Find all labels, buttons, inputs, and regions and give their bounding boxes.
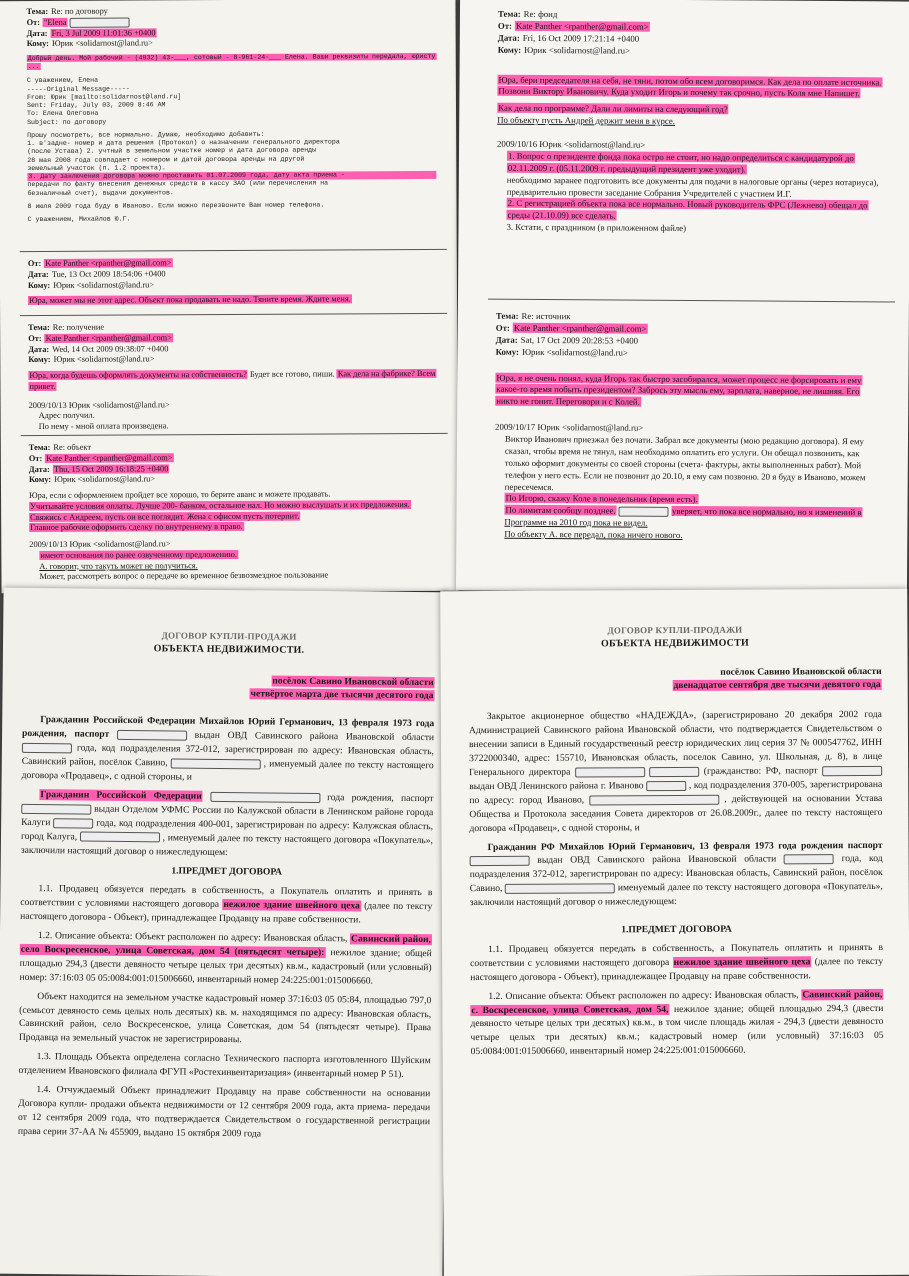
to-label: Кому: — [28, 475, 52, 485]
body-text: Будет все готово, пиши. — [247, 369, 337, 379]
email-block-obekt — [29, 441, 439, 583]
email-date: Fri, 16 Oct 2009 17:21:14 +0400 — [522, 32, 640, 44]
email-subject: Re: получение — [52, 322, 105, 332]
email-to: Юрик <solidarnost@land.ru> — [51, 38, 153, 49]
body-text: Юра, если с оформлением пройдет все хорошо, то берите аванс и можете продавать. — [29, 489, 331, 501]
clause-text: нежилое здание; общей площадью 294,3 (двести девяносто четыре целых три десятых) кв.м., кадастровый (или условный) номер: 37:16:03 05 05:0084:001:015006660, инвентарный номер 24:225:001:015006660. — [19, 947, 432, 987]
email-block-istochnik — [494, 311, 883, 544]
email-body: Как дела по программе? Дали ли лимиты на следующий год? — [498, 102, 728, 115]
contract-page-2010 — [0, 588, 450, 1276]
email-to: Юрик <solidarnost@land.ru> — [53, 354, 155, 365]
email-body — [28, 369, 437, 393]
body-line: 28 мая 2008 года совпадает с номером и датой договора аренды на другой — [27, 155, 305, 164]
contract-date: четвёртое марта две тысячи десятого года — [250, 688, 434, 702]
party-text: , действующей на основании Устава Общества и Протокола заседания Совета директоров от 26.08.2009г., далее по тексту настоящего договора «Продавец», с одной стороны, и — [469, 792, 883, 834]
body-line: передачи по факту внесения денежных средств в кассу ЗАО (или перечисления на — [27, 179, 329, 189]
to-label: Кому: — [27, 280, 51, 290]
email-body — [29, 489, 438, 534]
party-text: года, код подразделения 372-012, зарегистрирован по адресу: Ивановская область, Савинский район, посёлок Савино, — [21, 742, 434, 769]
party-text: Гражданин Российской Федерации Михайлов Юрий Германович, 13 февраля 1973 года рождения, паспорт — [22, 714, 435, 741]
body-line: Sent: Friday, July 03, 2009 8:46 AM — [26, 101, 166, 110]
contract-heading: ДОГОВОР КУПЛИ-ПРОДАЖИ — [607, 624, 743, 636]
party-seller — [469, 708, 883, 835]
body-line: С уважением, Михайлов Ю.Г. — [27, 215, 131, 224]
email-body: Юра, может мы не этот адрес. Объект пока продавать не надо. Тяните время. Ждите меня. — [28, 294, 351, 306]
subject-label: Тема: — [28, 322, 50, 333]
body-line: земельный участок (п. 1.2 проекта). — [27, 164, 166, 172]
party-text: , именуемый далее по тексту настоящего договора «Продавец», с одной стороны, и — [21, 758, 434, 783]
from-label: От: — [26, 17, 41, 27]
body-line: С уважением, Елена — [26, 77, 99, 85]
quote-line: 1. Вопрос о президенте фонда пока остро не стоит, но надо определиться с кандидатурой до 02.11.2009 г. (05.11.2009 г. предыдущий президент уже уходит). — [507, 150, 854, 175]
clause-text: 1.1. Продавец обязуется передать в собственность, а Покупатель оплатить и принять в соответствии с условиями настоящего договора — [20, 883, 433, 911]
email-block-po-dogovoru — [26, 5, 436, 224]
clause-highlight: нежилое здание швейного цеха — [223, 899, 360, 912]
divider — [488, 299, 895, 303]
party-text: Гражданин Российской Федерации — [40, 788, 202, 802]
email-from: Kate Panther <rpanther@gmail.com> — [45, 258, 172, 268]
clause-1-1 — [470, 941, 883, 985]
email-block-kate-1 — [28, 257, 437, 307]
email-date: Tue, 13 Oct 2009 18:54:06 +0400 — [51, 269, 166, 279]
quote-line: По лимитам сообщу позднее. — [505, 505, 616, 516]
clause-1-1 — [20, 882, 432, 928]
clause-land: Объект находится на земельном участке кадастровый номер 37:16:03 05 05:84, площадью 797,0 (семьсот девяносто семь целых ноль десятых) кв. м. находящимся по адресу: Ивановская область, Савинский район, село Воскресенское, улица Советская, дом 54 (пятьдесят четыре). Права Продавца на земельный участок не зарегистрированы. — [18, 990, 432, 1046]
body-line: Subject: по договору — [27, 118, 107, 126]
redacted-box — [80, 832, 160, 843]
clause-1-3: 1.3. Площадь Объекта определена согласно Технического паспорта изготовленного Шуйским отделением Ивановского филиала ФГУП «Ростехинвентаризация» (инвентарный номер Р 51). — [18, 1051, 431, 1081]
party-text: выдан ОВД Савинского района Ивановской области — [194, 729, 435, 744]
party-text: именуемый далее по тексту настоящего договора «Покупатель», заключили настоящий договор о нижеследующем: — [469, 881, 883, 909]
email-date: Wed, 14 Oct 2009 09:38:07 +0400 — [52, 343, 169, 354]
quote-line: А. говорит, что такуть может не получиться. — [39, 560, 198, 571]
clause-text: (далее по тексту настоящего договора - Объект), принадлежащее Продавцу на праве собственности. — [470, 955, 884, 983]
clause-highlight: нежилое здание швейного цеха — [673, 956, 811, 968]
email-printout-right — [456, 0, 909, 594]
date-label: Дата: — [495, 334, 518, 345]
body-line: -----Original Message----- — [26, 85, 130, 93]
email-printout-left — [0, 0, 459, 593]
clause-1-2 — [470, 988, 883, 1060]
quote-line: По Игорю, скажу Коле в понедельник (время есть). — [505, 493, 698, 505]
quote-header: 2009/10/16 Юрик <solidarnost@land.ru> — [497, 138, 646, 150]
email-block-poluchenie — [28, 321, 438, 433]
divider — [20, 313, 447, 316]
clause-text: 1.2. Описание объекта: Объект расположен по адресу: Ивановская область, — [37, 930, 348, 945]
email-to: Юрик <solidarnost@land.ru> — [53, 279, 155, 290]
body-highlight: Как дела на фабрике? Всем привет. — [29, 368, 436, 391]
subject-label: Тема: — [495, 310, 519, 321]
contract-page-2009 — [440, 589, 909, 1276]
date-label: Дата: — [28, 464, 50, 474]
clause-1-2 — [19, 929, 432, 989]
email-from: Kate Panther <rpanther@gmail.com> — [515, 20, 649, 32]
email-date: Thu, 15 Oct 2009 16:18:25 +0400 — [53, 463, 169, 474]
from-label: От: — [28, 333, 42, 343]
redacted-box — [171, 758, 261, 769]
quote-header: 2009/10/17 Юрик <solidarnost@land.ru> — [495, 421, 644, 433]
from-label: От: — [497, 20, 513, 31]
email-body: По объекту пусть Андрей держит меня в курсе. — [497, 114, 676, 127]
quote-line: 3. Кстати, с праздником (в приложенном файле) — [506, 221, 687, 234]
body-line: From: Юрик [mailto:solidarnost@land.ru] — [26, 93, 182, 101]
clause-highlight: Савинский район, село Воскресенское, улица Советская, дом 54 (пятьдесят четыре): — [20, 933, 432, 959]
party-seller — [22, 713, 435, 787]
party-text: года рождения, паспорт — [327, 791, 434, 805]
to-label: Кому: — [495, 346, 520, 357]
party-buyer — [470, 838, 883, 910]
contract-subheading: ОБЪЕКТА НЕДВИЖИМОСТИ. — [153, 643, 305, 656]
from-label: От: — [495, 322, 510, 333]
subject-label: Тема: — [28, 442, 51, 453]
party-text: выдан ОВД Савинского района Ивановской области — [537, 853, 777, 867]
contract-date: двенадцатое сентября две тысячи девятого года — [673, 679, 881, 692]
to-label: Кому: — [28, 355, 51, 365]
body-highlight: Учитывайте условия оплаты. Лучше 200- банком, остальное нал. Но можно выслушать и их предложения. Свяжись с Андреем, пусть он все поглядит. Жена с офисом пусть потерпит. — [30, 499, 410, 522]
quote-line: По объекту А. все передал, пока ничего нового. — [504, 528, 683, 540]
quote-line: имеют основания по ранее озвученному предложению. — [40, 549, 237, 560]
email-from: "Elena — [43, 17, 67, 27]
party-text: года, код подразделения 372-012, зарегистрирован по адресу: Ивановская область, Савинский район, посёлок Савино, — [469, 853, 883, 895]
quote-line: Может, рассмотреть вопрос о передаче во временное безвозмездное пользование — [39, 570, 329, 582]
date-label: Дата: — [28, 344, 50, 354]
redacted-box — [505, 883, 615, 894]
party-text: выдан ОВД Ленинского района г. Иваново — [469, 780, 644, 792]
date-label: Дата: — [27, 269, 49, 279]
party-text: (гражданство: РФ, паспорт — [703, 765, 818, 777]
body-line: 3. Дату заключения договора можно проставить 01.07.2009 года, дату акта приема - — [27, 171, 436, 181]
party-text: , код подразделения 370-005, зарегистрирована по адресу: город Иваново, — [469, 778, 883, 806]
redacted-box — [646, 781, 686, 791]
contract-body — [468, 623, 883, 1059]
email-to: Юрик <solidarnost@land.ru> — [54, 474, 156, 485]
redacted-box — [784, 854, 834, 864]
redacted-box — [619, 507, 669, 517]
to-label: Кому: — [26, 39, 49, 49]
redacted-box — [22, 743, 72, 754]
section-title: 1.ПРЕДМЕТ ДОГОВОРА — [171, 865, 282, 879]
redacted-box — [70, 17, 130, 27]
redacted-box — [649, 767, 699, 777]
section-title: 1.ПРЕДМЕТ ДОГОВОРА — [621, 923, 732, 936]
date-label: Дата: — [497, 32, 520, 43]
divider — [21, 433, 448, 436]
email-from: Kate Panther <rpanther@gmail.com> — [513, 322, 647, 334]
email-from: Kate Panther <rpanther@gmail.com> — [46, 453, 173, 463]
contract-body — [18, 628, 435, 1143]
quote-line: необходимо заранее подготовить все документы для подачи в налоговые органы (через нотариуса), предварительно провести заседание Собрания Учредителей с участием И.Г. — [506, 174, 879, 199]
clause-text: 1.2. Описание объекта: Объект расположен по адресу: Ивановская область, — [488, 989, 799, 1002]
body-line: 8 июля 2009 года буду в Иваново. Если можно перезвоните Вам номер телефона. — [27, 201, 325, 210]
subject-label: Тема: — [497, 8, 521, 19]
quote-line: Виктор Иванович приезжал без почати. Забрал все документы (мою редакцию договора). Я ему сказал, чтобы время не тянул, нам необходимо оплатить его услуги. Он обещал позвонить, как только оформит документы со своей стороны (счета- фактуры, акты выполненных работ). Мой телефон у него есть. Если не позвонит до 20.10, я ему сам позвоню. 20 я буду в Иваново, можем пересечемся. — [504, 433, 866, 492]
redacted-box — [21, 803, 91, 814]
email-date: Fri, 3 Jul 2009 11:01:36 +0400 — [51, 27, 156, 38]
party-text: Закрытое акционерное общество «НАДЕЖДА», (зарегистрировано 20 декабря 2002 года Администрацией Савинского района Ивановской области, что подтверждается Свидетельством о внесении записи в Единый государственный реестр юридических лиц серия 37 № 000547762, ИНН 3722000340, адрес: 155710, Ивановская область, поселок Савино, ул. Школьная, д. 8), в лице Генерального директора — [468, 709, 883, 779]
body-line: Прошу посмотреть, все нормально. Думаю, необходимо добавить: — [27, 130, 265, 139]
body-highlight: Юра, когда будешь оформлять документы на собственность? — [29, 369, 247, 381]
clause-text: (далее по тексту настоящего договора - Объект), принадлежащее Продавцу на праве собственности. — [20, 900, 433, 926]
date-label: Дата: — [26, 28, 48, 38]
email-subject: Re: источник — [521, 310, 571, 322]
contract-place: посёлок Савино Ивановской области — [272, 675, 434, 688]
email-subject: Re: фонд — [523, 8, 558, 20]
body-line: 1. в'задне- номер и дата решения (Протокол) о назначении генерального директора — [27, 138, 340, 148]
email-block-fond — [496, 9, 885, 237]
email-to: Юрик <solidarnost@land.ru> — [521, 346, 628, 358]
body-line: (после Устава) 2. учтный в земельном участке номер и дата договора аренды — [27, 146, 317, 156]
party-text: выдан Отделом УФМС России по Калужской области в Ленинском районе города Калуги — [21, 803, 434, 828]
email-subject: Re: по договору — [51, 6, 108, 16]
quote-header: 2009/10/13 Юрик <solidarnost@land.ru> — [29, 539, 171, 550]
quote-line: По нему - мной оплата произведена. — [38, 421, 169, 431]
quote-header: 2009/10/13 Юрик <solidarnost@land.ru> — [28, 399, 170, 410]
clause-text: нежилое здание; общей площадью 294,3 (двести девяносто четыре целых три десятых) кв.м., в том числе площадь жилая - 294,3 (двести девяносто четыре целых три десятых) кв.м.; кадастровый номер (или условный) 37:16:03 05 05:0084:001:015006660, инвентарный номер 24:225:001:015006660. — [470, 1002, 884, 1058]
from-label: От: — [28, 453, 43, 463]
redacted-box — [470, 856, 530, 866]
redacted-box — [822, 766, 882, 776]
body-line: безналичный счет), выдачи документов. — [27, 188, 174, 197]
email-date: Sat, 17 Oct 2009 20:28:53 +0400 — [520, 334, 639, 346]
party-text: Гражданин РФ Михайлов Юрий Германович, 13 февраля 1973 года рождения паспорт — [487, 839, 883, 853]
to-label: Кому: — [497, 44, 522, 55]
body-highlight: Главное рабочие оформить сделку по внутреннему в право. — [30, 522, 243, 533]
subject-label: Тема: — [26, 6, 49, 17]
contract-heading: ДОГОВОР КУПЛИ-ПРОДАЖИ — [161, 630, 297, 642]
party-text: года, код подразделения 400-001, зарегистрирован по адресу: Калужская область, город Калуга, — [20, 817, 434, 843]
divider — [20, 249, 447, 252]
email-body — [27, 53, 437, 224]
redacted-box — [589, 794, 719, 805]
quote-line: уверяет, что пока все нормально, но я изменений в — [671, 506, 862, 518]
quote-line: 2. С регистрацией объекта пока все нормально. Новый руководитель ФРС (Лежнево) обещал до среды (21.10.09) все сделать. — [507, 198, 868, 221]
contract-subheading: ОБЪЕКТА НЕДВИЖИМОСТИ — [600, 637, 749, 650]
email-subject: Re: объект — [53, 442, 92, 452]
redacted-box — [575, 767, 645, 777]
redacted-box — [53, 818, 93, 828]
body-highlight: Добрый день. Мой рабочий - (4932) 43-___, сотовый - 8-961-24-___ Елена. Ваши реквизиты передала, юристу ... — [27, 52, 436, 71]
body-line: To: Елена Олеговна — [27, 110, 99, 118]
party-buyer — [21, 788, 434, 862]
quote-line: Адрес получил. — [38, 410, 95, 421]
clause-highlight: Савинский район, с. Воскресенское, улица Советская, дом 54, — [471, 988, 883, 1016]
redacted-box — [117, 730, 187, 741]
email-from: Kate Panther <rpanther@gmail.com> — [45, 333, 172, 343]
clause-text: 1.1. Продавец обязуется передать в собственность, а Покупатель оплатить и принять в соответствии с условиями настоящего договора — [470, 941, 884, 969]
party-text: , именуемый далее по тексту настоящего договора «Покупатель», заключили настоящий договор о нижеследующем: — [20, 831, 434, 858]
email-body: Юра, бери председателя на себя, не тяни, потом обо всем договоримся. Как дела по оплате источника. Позвони Виктору Ивановичу. Куда уходит Игорь и почему так срочно, пусть Коля мне Напишет. — [498, 74, 882, 99]
clause-1-4: 1.4. Отчуждаемый Объект принадлежит Продавцу на праве собственности на основании Договора купли- продажи объекта недвижимости от 12 сентября 2009 года, акта приема- передачи от 12 сентября 2009 года, что подтверждается Свидетельством о государственной регистрации права серии 37-АА № 455909, выдано 15 октября 2009 года — [17, 1084, 431, 1140]
email-to: Юрик <solidarnost@land.ru> — [524, 44, 631, 56]
email-body: Юра, я не очень понял, куда Игорь так быстро засобирался, может процесс не форсировать и ему какое-то время побыть президентом? Забрось эту мысль ему, зарплата, наверное, не лишняя. Его никто не гонит. Переговори и с Колей. — [496, 372, 862, 407]
from-label: От: — [27, 258, 42, 269]
redacted-box — [210, 792, 320, 803]
quote-line: Программе на 2010 год пока не видел. — [504, 516, 648, 528]
contract-place: посёлок Савино Ивановской области — [720, 665, 882, 678]
